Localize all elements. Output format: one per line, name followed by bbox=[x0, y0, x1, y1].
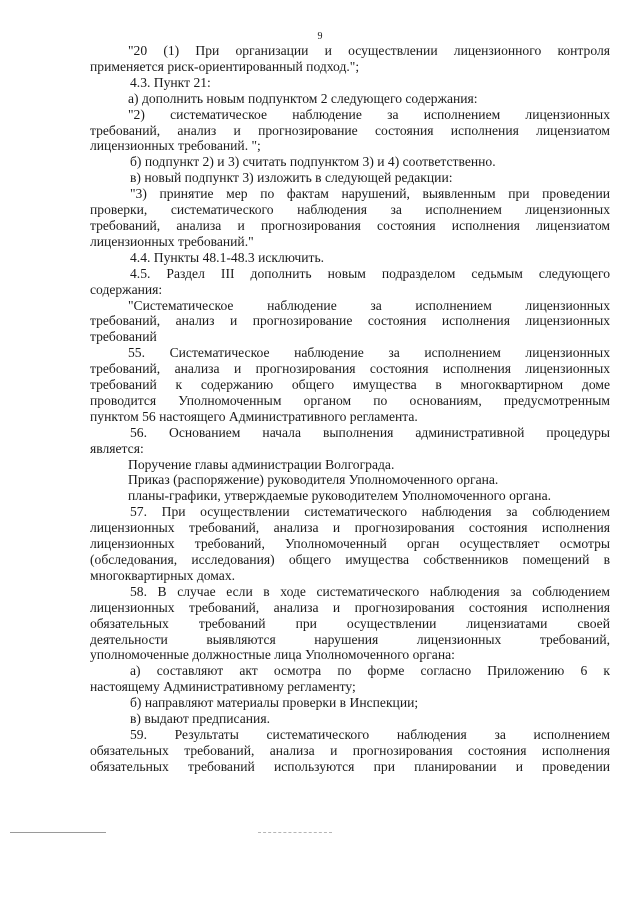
text-line: "2) систематическое наблюдение за исполнением лицензионных bbox=[128, 106, 610, 122]
text-line: содержания: bbox=[90, 281, 163, 297]
text-line: лицензионных требований. "; bbox=[90, 138, 261, 154]
text-line: Поручение главы администрации Волгограда. bbox=[128, 456, 395, 472]
text-line: 4.3. Пункт 21: bbox=[130, 74, 211, 90]
text-line: лицензионных требований, анализа и прогнозирования состояния исполнения bbox=[90, 599, 610, 615]
text-line: 56. Основанием начала выполнения административной процедуры bbox=[130, 424, 610, 440]
text-line: планы-графики, утверждаемые руководителем Уполномоченного органа. bbox=[128, 488, 552, 504]
text-line: проверки, систематического наблюдения за исполнением лицензионных bbox=[90, 202, 610, 218]
text-line: обязательных требований используются при планировании и проведении bbox=[90, 758, 610, 774]
footer-rule-left bbox=[10, 832, 106, 833]
text-line: 4.4. Пункты 48.1-48.3 исключить. bbox=[130, 249, 325, 265]
text-line: является: bbox=[90, 440, 144, 456]
page-number: 9 bbox=[317, 31, 323, 42]
footer-rule-middle bbox=[258, 832, 332, 833]
text-line: Приказ (распоряжение) руководителя Уполномоченного органа. bbox=[128, 472, 499, 488]
text-line: 55. Систематическое наблюдение за исполнением лицензионных bbox=[128, 345, 610, 361]
text-line: 59. Результаты систематического наблюдения за исполнением bbox=[130, 726, 610, 742]
text-line: требований, анализа и прогнозирования состояния исполнения лицензионных bbox=[90, 361, 610, 377]
text-line: многоквартирных домах. bbox=[90, 567, 236, 583]
text-line: настоящему Административному регламенту; bbox=[90, 679, 356, 695]
text-line: требований, анализ и прогнозирование состояния исполнения лицензиатом bbox=[90, 122, 610, 138]
text-line: а) дополнить новым подпунктом 2 следующего содержания: bbox=[128, 90, 478, 106]
text-line: лицензионных требований, анализа и прогнозирования состояния исполнения bbox=[90, 520, 610, 536]
text-line: а) составляют акт осмотра по форме согласно Приложению 6 к bbox=[130, 663, 610, 679]
text-line: обязательных требований при осуществлении лицензиатами своей bbox=[90, 615, 610, 631]
text-line: (обследования, исследования) общего имущества собственников помещений в bbox=[90, 552, 610, 567]
text-line: 57. При осуществлении систематического наблюдения за соблюдением bbox=[130, 504, 610, 520]
document-body bbox=[90, 43, 610, 775]
text-line: проводится Уполномоченным органом по основаниям, предусмотренным bbox=[90, 392, 610, 408]
text-line: лицензионных требований." bbox=[90, 233, 254, 249]
text-line: 58. В случае если в ходе систематического наблюдения за соблюдением bbox=[130, 583, 610, 599]
text-line: "3) принятие мер по фактам нарушений, выявленным при проведении bbox=[130, 186, 610, 202]
text-line: "20 (1) При организации и осуществлении лицензионного контроля bbox=[128, 43, 610, 58]
text-line: в) выдают предписания. bbox=[130, 711, 270, 727]
text-line: уполномоченные должностные лица Уполномоченного органа: bbox=[90, 647, 455, 663]
text-line: применяется риск-ориентированный подход."; bbox=[90, 58, 360, 74]
text-line: требований, анализа и прогнозирования состояния исполнения лицензиатом bbox=[90, 217, 610, 233]
text-line: б) подпункт 2) и 3) считать подпунктом 3) и 4) соответственно. bbox=[130, 154, 496, 170]
text-line: требований к содержанию общего имущества в многоквартирном доме bbox=[90, 377, 610, 393]
text-line: 4.5. Раздел III дополнить новым подразделом седьмым следующего bbox=[130, 265, 610, 281]
text-line: обязательных требований, анализа и прогнозирования состояния исполнения bbox=[90, 742, 610, 758]
text-line: требований, анализ и прогнозирование состояния исполнения лицензионных bbox=[90, 313, 610, 329]
text-line: деятельности выявляются нарушения лицензионных требований, bbox=[90, 631, 610, 647]
text-line: "Систематическое наблюдение за исполнением лицензионных bbox=[128, 297, 610, 313]
text-line: требований bbox=[90, 329, 157, 345]
text-line: пунктом 56 настоящего Административного регламента. bbox=[90, 408, 418, 424]
text-line: в) новый подпункт 3) изложить в следующей редакции: bbox=[130, 170, 453, 186]
text-line: б) направляют материалы проверки в Инспекции; bbox=[130, 695, 419, 711]
text-line: лицензионных требований, Уполномоченный орган осуществляет осмотры bbox=[90, 536, 610, 552]
